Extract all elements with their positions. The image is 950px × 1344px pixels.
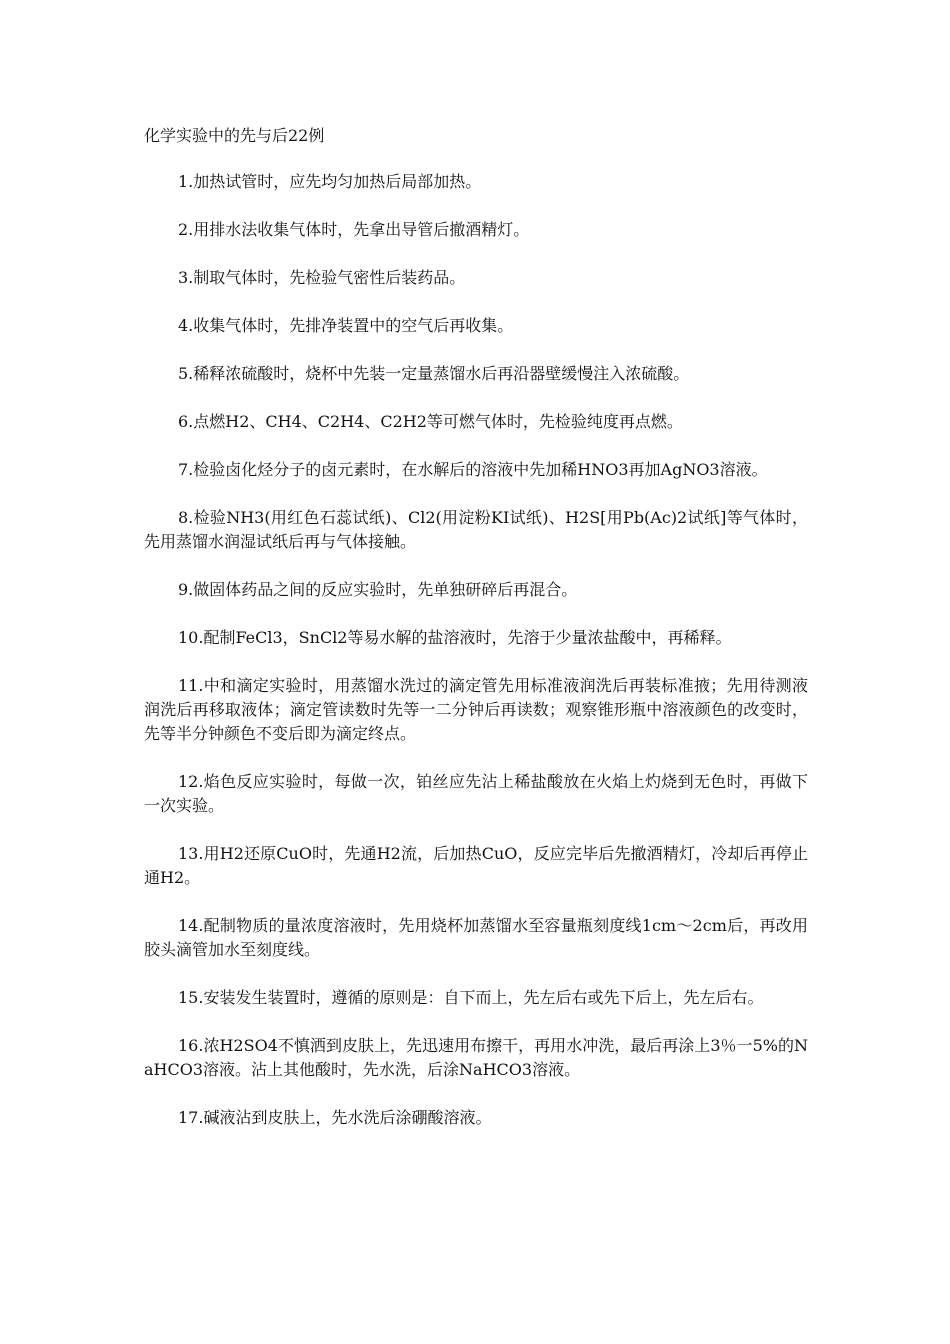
list-item: 5.稀释浓硫酸时，烧杯中先装一定量蒸馏水后再沿器壁缓慢注入浓硫酸。: [178, 364, 690, 383]
list-item: 10.配制FeCl3，SnCl2等易水解的盐溶液时，先溶于少量浓盐酸中，再稀释。: [178, 628, 732, 647]
list-item: 4.收集气体时，先排净装置中的空气后再收集。: [178, 316, 514, 335]
list-item: 16.浓H2SO4不慎洒到皮肤上，先迅速用布擦干，再用水冲洗，最后再涂上3％一5%的NaHCO3溶液。沾上其他酸时，先水洗，后涂NaHCO3溶液。: [144, 1036, 808, 1079]
list-item: 14.配制物质的量浓度溶液时，先用烧杯加蒸馏水至容量瓶刻度线1cm～2cm后，再改用胶头滴管加水至刻度线。: [144, 916, 808, 959]
list-item: 9.做固体药品之间的反应实验时，先单独研碎后再混合。: [178, 580, 578, 599]
list-item: 11.中和滴定实验时，用蒸馏水洗过的滴定管先用标准液润洗后再装标准掖；先用待测液润洗后再移取液体；滴定管读数时先等一二分钟后再读数；观察锥形瓶中溶液颜色的改变时，先等半分钟颜色不变后即为滴定终点。: [144, 676, 808, 743]
list-item: 6.点燃H2、CH4、C2H4、C2H2等可燃气体时，先检验纯度再点燃。: [178, 412, 683, 431]
list-item: 17.碱液沾到皮肤上，先水洗后涂硼酸溶液。: [178, 1108, 492, 1127]
list-item: 2.用排水法收集气体时，先拿出导管后撤酒精灯。: [178, 220, 530, 239]
item-list: [144, 170, 808, 1154]
list-item: 13.用H2还原CuO时，先通H2流，后加热CuO，反应完毕后先撤酒精灯，冷却后再停止通H2。: [144, 844, 808, 887]
list-item: 8.检验NH3(用红色石蕊试纸)、Cl2(用淀粉KI试纸)、H2S[用Pb(Ac)2试纸]等气体时，先用蒸馏水润湿试纸后再与气体接触。: [144, 508, 808, 551]
list-item: 3.制取气体时，先检验气密性后装药品。: [178, 268, 466, 287]
document-title: 化学实验中的先与后22例: [144, 126, 325, 145]
list-item: 15.安装发生装置时，遵循的原则是：自下而上，先左后右或先下后上，先左后右。: [178, 988, 764, 1007]
list-item: 7.检验卤化烃分子的卤元素时，在水解后的溶液中先加稀HNO3再加AgNO3溶液。: [178, 460, 768, 479]
list-item: 12.焰色反应实验时，每做一次，铂丝应先沾上稀盐酸放在火焰上灼烧到无色时，再做下一次实验。: [144, 772, 808, 815]
list-item: 1.加热试管时，应先均匀加热后局部加热。: [178, 172, 482, 191]
